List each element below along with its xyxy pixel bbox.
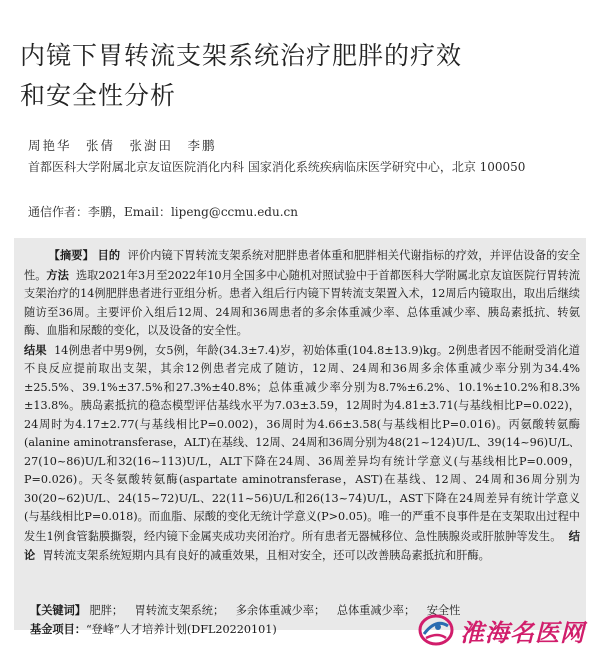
keyword-item: 多余体重减少率；: [235, 604, 326, 617]
methods-label: 方法: [46, 267, 69, 282]
article-title: [20, 36, 585, 116]
results-label: 结果: [24, 342, 47, 357]
funding-label: 基金项目：: [30, 622, 86, 636]
watermark-text: 淮海名医网: [460, 618, 585, 647]
conclusion-text: 胃转流支架系统短期内具有良好的减重效果，且相对安全，还可以改善胰岛素抵抗和肝酶。: [42, 549, 490, 562]
objective-label: 目的: [97, 248, 121, 262]
results-paragraph: [24, 341, 580, 566]
keyword-item: 肥胖；: [89, 604, 124, 617]
funding-text: “登峰”人才培养计划(DFL20220101): [85, 623, 277, 636]
abstract-paragraph: [24, 246, 580, 341]
site-watermark: [416, 610, 594, 650]
abstract-label: 【摘要】: [48, 248, 94, 262]
circular-globe-logo-icon: [416, 612, 456, 648]
affiliation: 首都医科大学附属北京友谊医院消化内科 国家消化系统疾病临床医学研究中心，北京 100050: [28, 160, 526, 174]
conclusion-label: 结论: [24, 528, 580, 562]
keyword-item: 安全性: [426, 604, 461, 617]
keyword-item: 胃转流支架系统；: [134, 604, 225, 617]
author-list: 周艳华 张倩 张澍田 李鹏: [28, 138, 217, 153]
abstract: [24, 246, 580, 598]
title-line-2: 和安全性分析: [20, 81, 177, 110]
results-text: 14例患者中男9例，女5例，年龄(34.3±7.4)岁，初始体重(104.8±13.9)kg。2例患者因不能耐受消化道不良反应提前取出支架，其余12例患者完成了随访，12周、24周和36周多余体重减少率分别为34.4%±25.5%、39.1%±37.5%和27.3%±40.8%；总体重减少率分别为8.7%±6.2%、10.1%±10.2%和8.3%±13.8%。胰岛素抵抗的稳态模型评估基线水平为7.03±3.59，12周时为4.81±3.71(与基线相比P=0.022)，24周时为4.17±2.77(与基线相比P=0.002)，36周时为4.66±3.58(与基线相比P=0.016)。丙氨酸转氨酶(alanine aminotransferase，ALT)在基线、12周、24周和36周分别为48(21~124)U/L、39(14~96)U/L、27(10~86)U/L和32(16~113)U/L，ALT下降在24周、36周差异均有统计学意义(与基线相比P=0.009，P=0.026)。天冬氨酸转氨酶(aspartate aminotransferase，AST)在基线、12周、24周和36周分别为30(20~62)U/L、24(15~72)U/L、22(11~56)U/L和26(13~74)U/L，AST下降在24周差异有统计学意义(与基线相比P=0.018)。而血脂、尿酸的变化无统计学意义(P>0.05)。唯一的严重不良事件是在支架取出过程中发生1例食管黏膜撕裂，经内镜下金属夹成功夹闭治疗。所有患者无器械移位、急性胰腺炎或肝脓肿等发生。: [24, 343, 580, 543]
corresponding-author: 通信作者：李鹏，Email：lipeng@ccmu.edu.cn: [28, 205, 298, 219]
keywords-label: 【关键词】: [30, 603, 86, 617]
keyword-item: 总体重减少率；: [336, 604, 416, 617]
title-line-1: 内镜下胃转流支架系统治疗肥胖的疗效: [20, 41, 463, 70]
objective-text: 评价内镜下胃转流支架系统对肥胖患者体重和肥胖相关代谢指标的疗效，并评估设备的安全性。: [24, 249, 580, 282]
methods-text: 选取2021年3月至2022年10月全国多中心随机对照试验中于首都医科大学附属北京友谊医院行胃转流支架治疗的14例肥胖患者进行亚组分析。患者入组后行内镜下胃转流支架置入术，12周后内镜取出，取出后继续随访至36周。主要评价入组后12周、24周和36周患者的多余体重减少率、总体重减少率、胰岛素抵抗、转氨酶、血脂和尿酸的变化，以及设备的安全性。: [24, 268, 580, 337]
